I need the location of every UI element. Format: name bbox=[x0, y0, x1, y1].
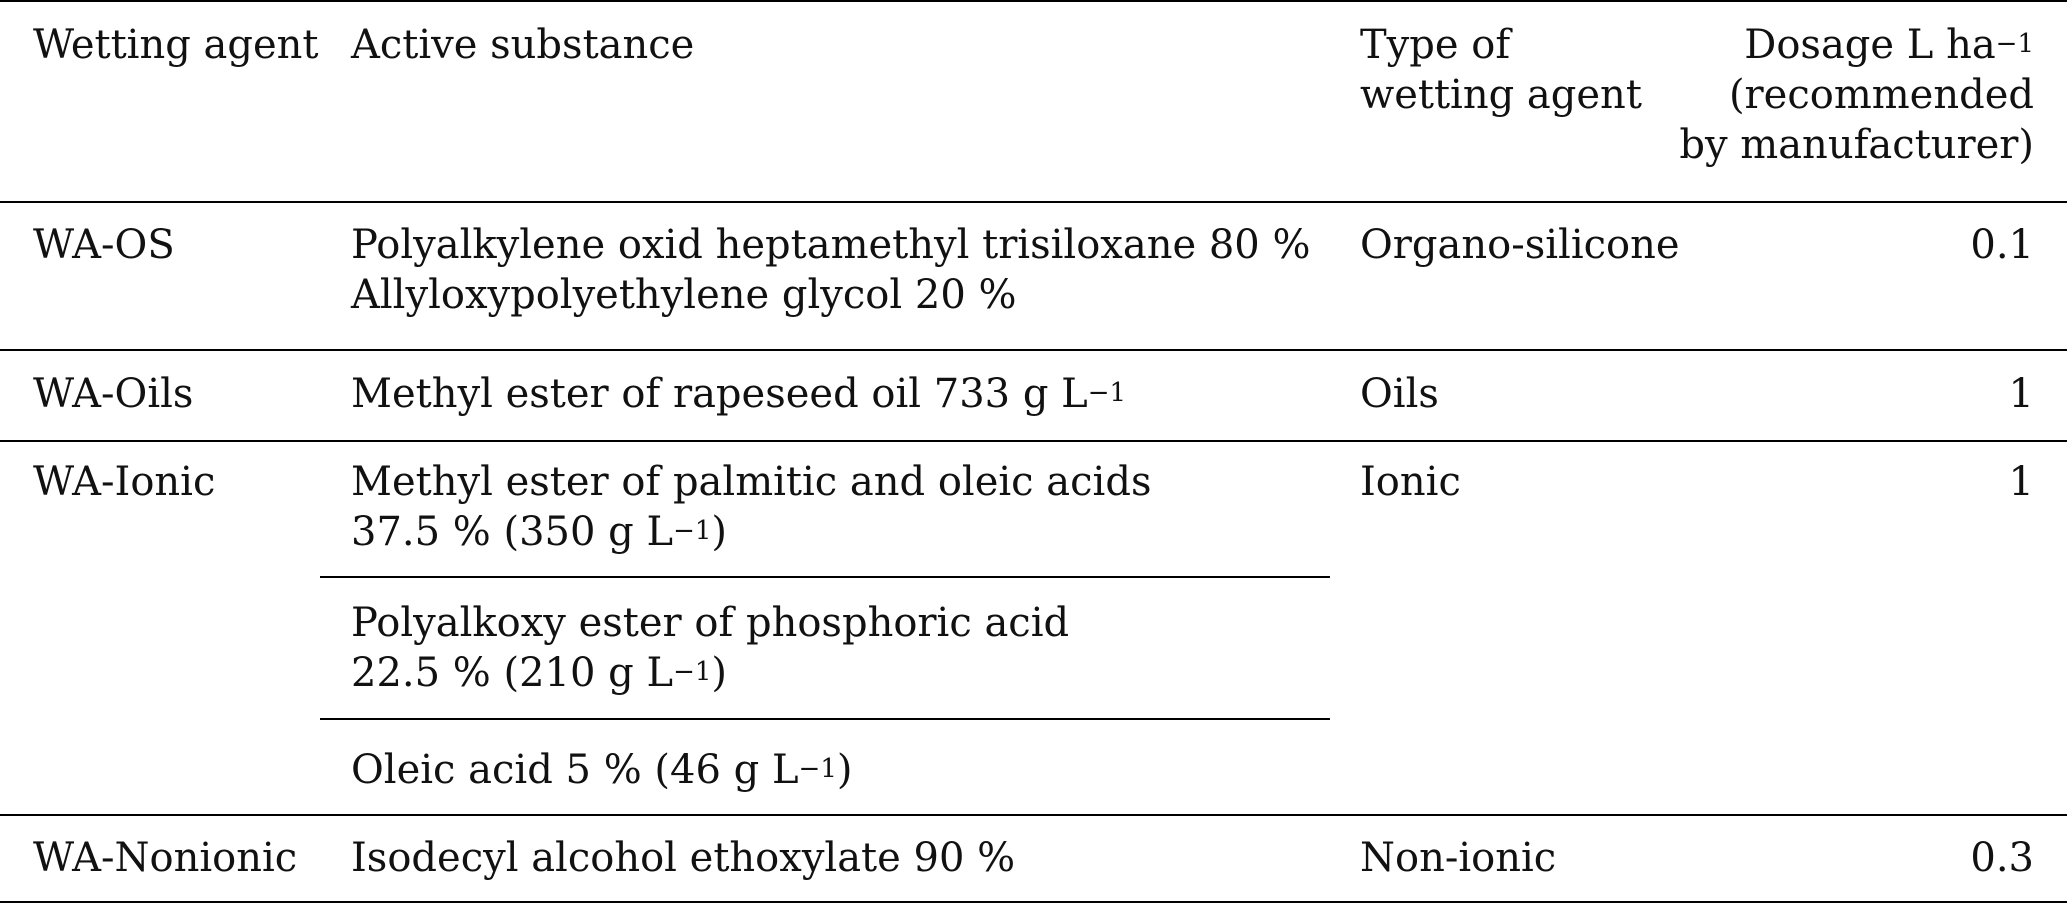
row-rule-3 bbox=[0, 814, 2067, 816]
row-wa-ionic-agent: WA-Ionic bbox=[33, 459, 216, 505]
row-wa-ionic-substance-3 bbox=[351, 745, 852, 795]
header-dosage-sup: −1 bbox=[1995, 29, 2034, 59]
row-wa-oils-dosage: 1 bbox=[2008, 371, 2034, 417]
row-wa-ionic-substance-1-line1: Methyl ester of palmitic and oleic acids bbox=[351, 459, 1152, 505]
header-type-line1: Type of bbox=[1360, 22, 1511, 68]
row-wa-os-substance-line1: Polyalkylene oxid heptamethyl trisiloxane 80 % bbox=[351, 222, 1311, 268]
header-type bbox=[1360, 20, 1642, 120]
row-wa-ionic-substance-3-sup: −1 bbox=[798, 754, 837, 784]
row-wa-oils-substance bbox=[351, 369, 1126, 419]
row-wa-ionic-substance-1 bbox=[351, 457, 1151, 557]
row-wa-nonionic-dosage: 0.3 bbox=[1970, 835, 2034, 881]
sub-row-rule-1 bbox=[320, 576, 1330, 578]
row-wa-ionic-substance-2-line2 bbox=[351, 648, 1069, 698]
header-dosage-line2: (recommended bbox=[1728, 72, 2034, 118]
row-wa-ionic-dosage: 1 bbox=[2008, 459, 2034, 505]
row-wa-ionic-substance-2-tail: ) bbox=[711, 650, 727, 696]
top-rule bbox=[0, 0, 2067, 2]
row-wa-os-substance bbox=[351, 220, 1310, 320]
row-wa-os-substance-line2: Allyloxypolyethylene glycol 20 % bbox=[351, 272, 1017, 318]
bottom-rule bbox=[0, 901, 2067, 903]
row-wa-os-agent: WA-OS bbox=[33, 222, 175, 268]
row-wa-os-dosage: 0.1 bbox=[1970, 222, 2034, 268]
sub-row-rule-2 bbox=[320, 718, 1330, 720]
header-dosage-text: Dosage L ha bbox=[1744, 22, 1996, 68]
row-wa-oils-type: Oils bbox=[1360, 371, 1439, 417]
row-wa-oils-substance-text: Methyl ester of rapeseed oil 733 g L bbox=[351, 371, 1088, 417]
header-wetting-agent: Wetting agent bbox=[33, 22, 319, 68]
row-wa-os-type: Organo-silicone bbox=[1360, 222, 1680, 268]
row-wa-nonionic-agent: WA-Nonionic bbox=[33, 835, 298, 881]
header-dosage-line3: by manufacturer) bbox=[1679, 122, 2034, 168]
header-dosage bbox=[1679, 20, 2034, 170]
row-wa-nonionic-substance: Isodecyl alcohol ethoxylate 90 % bbox=[351, 835, 1016, 881]
header-rule bbox=[0, 201, 2067, 203]
header-type-line2: wetting agent bbox=[1360, 72, 1642, 118]
row-wa-oils-substance-sup: −1 bbox=[1087, 378, 1127, 408]
row-wa-ionic-substance-2-amount: 22.5 % (210 g L bbox=[351, 650, 674, 696]
row-wa-ionic-substance-1-tail: ) bbox=[711, 509, 727, 555]
row-wa-nonionic-type: Non-ionic bbox=[1360, 835, 1557, 881]
row-wa-ionic-substance-3-text: Oleic acid 5 % (46 g L bbox=[351, 747, 799, 793]
row-rule-1 bbox=[0, 349, 2067, 351]
row-rule-2 bbox=[0, 440, 2067, 442]
row-wa-ionic-substance-2-sup: −1 bbox=[673, 657, 712, 687]
row-wa-oils-agent: WA-Oils bbox=[33, 371, 194, 417]
row-wa-ionic-substance-1-line2 bbox=[351, 507, 1151, 557]
row-wa-ionic-substance-2-line1: Polyalkoxy ester of phosphoric acid bbox=[351, 600, 1070, 646]
header-dosage-line1 bbox=[1679, 20, 2034, 70]
row-wa-ionic-type: Ionic bbox=[1360, 459, 1461, 505]
header-active-substance: Active substance bbox=[351, 22, 695, 68]
row-wa-ionic-substance-3-tail: ) bbox=[836, 747, 853, 793]
row-wa-ionic-substance-1-sup: −1 bbox=[673, 516, 712, 546]
row-wa-ionic-substance-2 bbox=[351, 598, 1069, 698]
row-wa-ionic-substance-1-amount: 37.5 % (350 g L bbox=[351, 509, 674, 555]
